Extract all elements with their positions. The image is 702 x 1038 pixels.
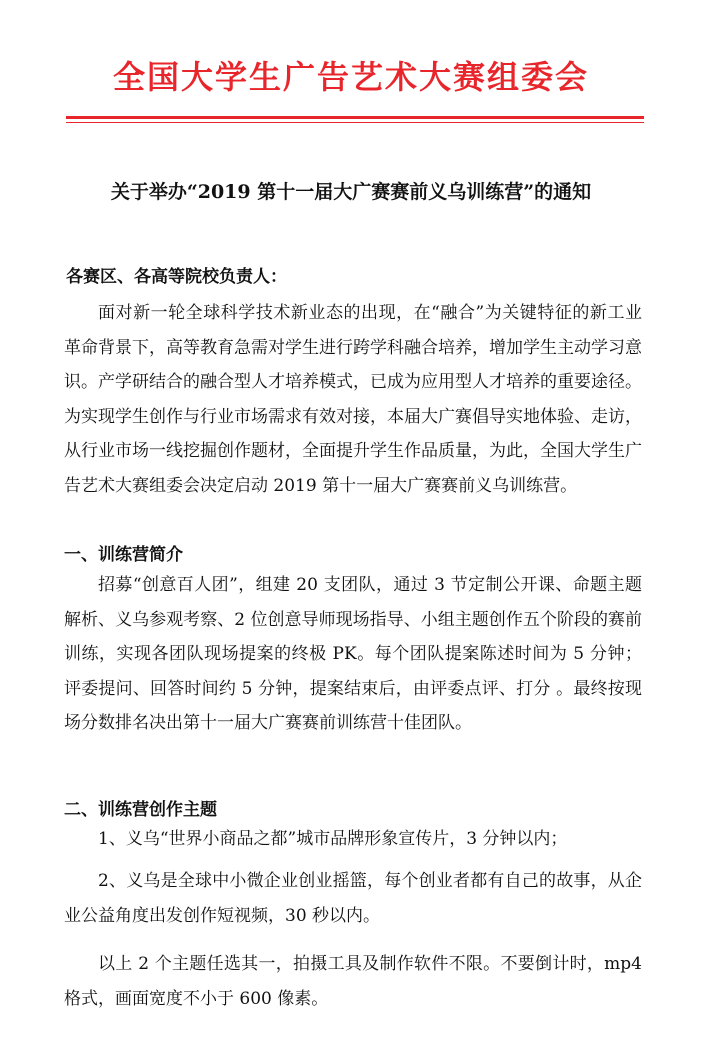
intro-paragraph: 面对新一轮全球科学技术新业态的出现，在“融合”为关键特征的新工业革命背景下，高等教育急需对学生进行跨学科融合培养，增加学生主动学习意识。产学研结合的融合型人才培养模式，已成为应用型人才培养的重要途径。为实现学生创作与行业市场需求有效对接，本届大广赛倡导实地体验、走访，从行业市场一线挖掘创作题材，全面提升学生作品质量，为此，全国大学生广告艺术大赛组委会决定启动 2019 第十一届大广赛赛前义乌训练营。: [64, 303, 642, 496]
header-rule-thin: [66, 122, 644, 123]
section1-paragraph: 招募“创意百人团”，组建 20 支团队，通过 3 节定制公开课、命题主题解析、义乌参观考察、2 位创意导师现场指导、小组主题创作五个阶段的赛前训练，实现各团队现场提案的终极 PK。每个团队提案陈述时间为 5 分钟；评委提问、回答时间约 5 分钟，提案结束后，由评委点评、打分 。最终按现场分数排名决出第十一届大广赛赛前训练营十佳团队。: [64, 575, 642, 733]
section2-note: 以上 2 个主题任选其一，拍摄工具及制作软件不限。不要倒计时，mp4 格式，画面宽度不小于 600 像素。: [64, 954, 642, 1009]
header-rule-thick: [66, 116, 644, 119]
section2-heading: 二、训练营创作主题: [64, 800, 217, 820]
section2-item-2: 2、义乌是全球中小微企业创业摇篮，每个创业者都有自己的故事，从企业公益角度出发创作短视频，30 秒以内。: [64, 871, 642, 926]
addressee: 各赛区、各高等院校负责人：: [66, 267, 287, 287]
section2-item-1: 1、义乌“世界小商品之都”城市品牌形象宣传片，3 分钟以内；: [98, 829, 568, 849]
section1-heading: 一、训练营简介: [64, 545, 183, 565]
org-header-title: 全国大学生广告艺术大赛组委会: [112, 58, 589, 96]
notice-title: 关于举办“2019 第十一届大广赛赛前义乌训练营”的通知: [110, 181, 592, 203]
